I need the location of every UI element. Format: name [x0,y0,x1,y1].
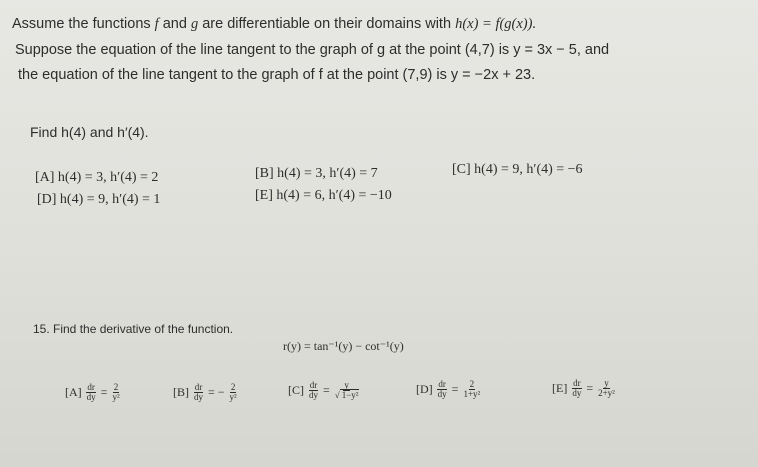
intro-line-2: Suppose the equation of the line tangent to the graph of g at the point (4,7) is y = 3x − 5, and [15,42,610,58]
h-definition: h(x) = f(g(x)). [455,16,537,32]
choice-label: [C] [288,383,304,397]
derivative-fraction: $\frac{dr}{dy}$ [437,379,447,399]
intro-text: are differentiable on their domains with [198,16,456,32]
function-r: r(y) = tan⁻¹(y) − cot⁻¹(y) [283,339,404,353]
question-15-prompt: 15. Find the derivative of the function. [33,322,234,336]
derivative-fraction: $\frac{dr}{dy}$ [194,382,203,402]
answer-fraction: $\frac{2}{\text{1+y²}}$ [463,379,481,399]
choice-e[interactable]: [E] h(4) = 6, h′(4) = −10 [255,188,392,203]
answer-fraction: $\frac{2}{\text{y²}}$ [229,382,237,402]
q15-choice-e[interactable] [552,379,616,398]
q15-choice-d[interactable] [416,380,481,399]
intro-line-1 [12,17,536,32]
operator: = [100,385,108,399]
intro-text: and [158,16,191,32]
derivative-fraction: $\frac{dr}{dy}$ [572,378,582,398]
choice-d[interactable]: [D] h(4) = 9, h′(4) = 1 [37,192,161,207]
choice-a[interactable]: [A] h(4) = 3, h′(4) = 2 [35,170,159,185]
choice-label: [D] [416,382,433,396]
intro-line-3: the equation of the line tangent to the graph of f at the point (7,9) is y = −2x + 23. [18,67,536,83]
function-g: g [190,16,199,32]
choice-b[interactable]: [B] h(4) = 3, h′(4) = 7 [255,166,378,181]
derivative-fraction: $\frac{dr}{dy}$ [309,380,318,400]
q15-choice-b[interactable] [173,383,238,402]
operator: = [586,381,594,395]
function-f: f [154,16,159,32]
choice-c[interactable]: [C] h(4) = 9, h′(4) = −6 [452,162,583,177]
choice-label: [E] [552,381,568,395]
choice-label: [A] [65,385,82,399]
intro-text: Assume the functions [12,16,155,32]
answer-fraction: $\frac{y}{\text{√ 1−y²}}$ [334,380,359,400]
answer-fraction: $\frac{y}{\text{2+y²}}$ [598,378,615,398]
question-prompt: Find h(4) and h′(4). [30,124,149,140]
q15-choice-c[interactable] [288,381,360,400]
choice-label: [B] [173,385,189,399]
q15-choice-a[interactable] [65,383,121,402]
operator: = [451,382,459,396]
operator: = [323,383,330,397]
derivative-fraction: $\frac{dr}{dy}$ [86,382,96,402]
operator: = − [208,385,225,399]
answer-fraction: $\frac{2}{\text{y²}}$ [112,382,120,402]
